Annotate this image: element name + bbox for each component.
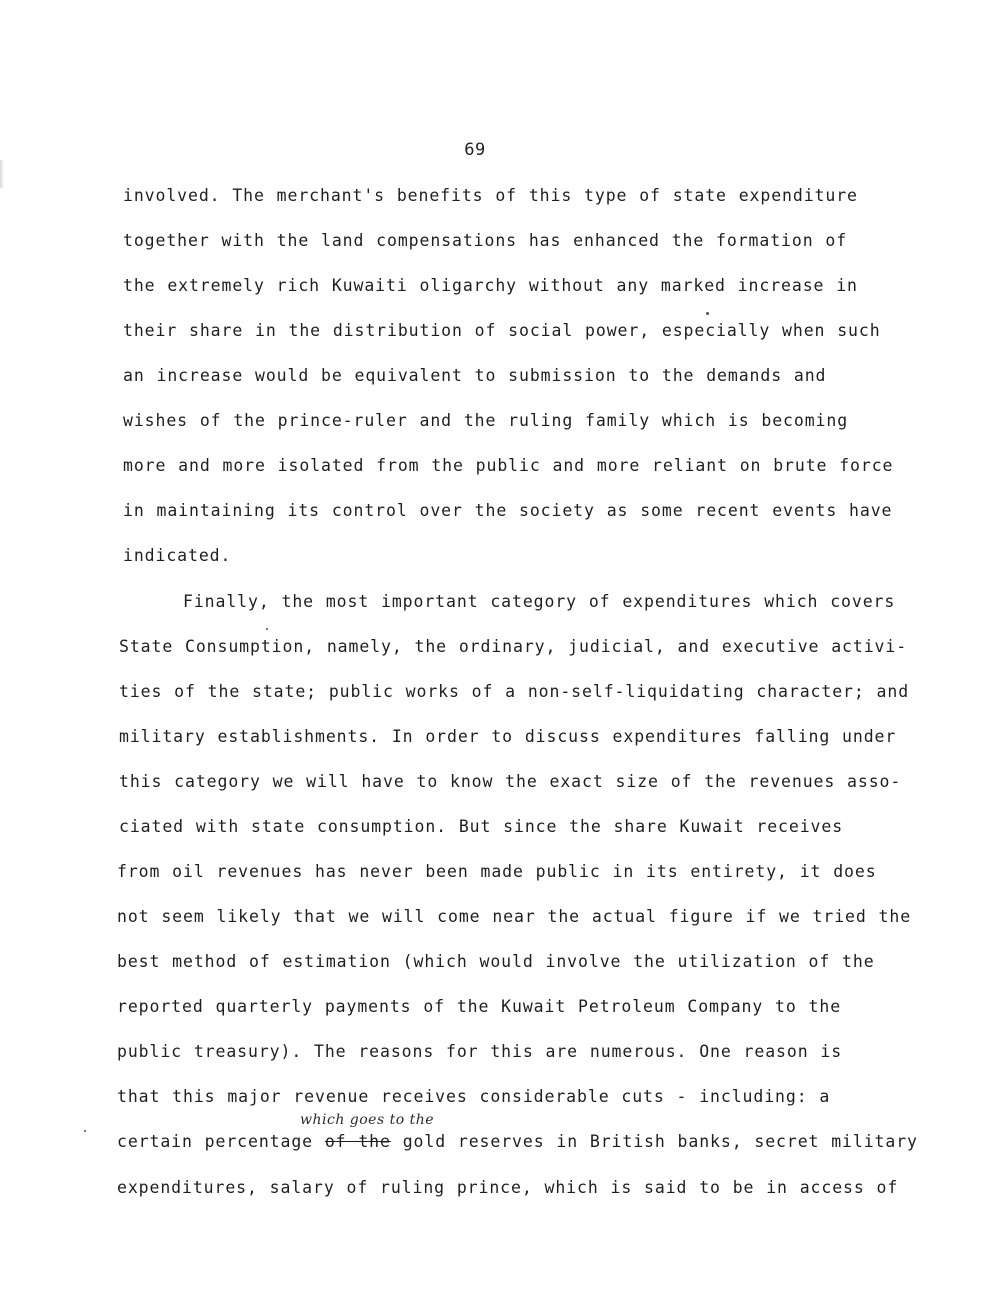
text-line-15: ciated with state consumption. But since the share Kuwait receives — [119, 817, 844, 836]
text-line-16: from oil revenues has never been made public in its entirety, it does — [117, 862, 877, 881]
line-22-start: certain percentage — [117, 1132, 325, 1151]
text-line-3: the extremely rich Kuwaiti oligarchy without any marked increase in — [123, 276, 858, 295]
text-line-11: State Consumption, namely, the ordinary, judicial, and executive activi- — [119, 637, 908, 656]
text-line-17: not seem likely that we will come near the actual figure if we tried the — [117, 907, 912, 926]
text-line-8: in maintaining its control over the society as some recent events have — [123, 501, 893, 520]
text-line-18: best method of estimation (which would involve the utilization of the — [117, 952, 875, 971]
text-line-9: indicated. — [123, 546, 232, 565]
text-line-2: together with the land compensations has enhanced the formation of — [123, 231, 848, 250]
text-line-5: an increase would be equivalent to submission to the demands and — [123, 366, 827, 385]
text-line-22 — [117, 1132, 918, 1152]
text-line-20: public treasury). The reasons for this are numerous. One reason is — [117, 1042, 843, 1061]
text-line-21: that this major revenue receives considerable cuts - including: a — [117, 1087, 831, 1106]
text-line-23: expenditures, salary of ruling prince, which is said to be in access of — [117, 1178, 899, 1197]
text-line-6: wishes of the prince-ruler and the ruling family which is becoming — [123, 411, 849, 430]
ink-speck — [84, 1130, 86, 1132]
text-line-10: Finally, the most important category of expenditures which covers — [183, 592, 896, 611]
text-line-1: involved. The merchant's benefits of this type of state expenditure — [123, 186, 858, 205]
page-number: 69 — [464, 140, 486, 160]
line-22-end: gold reserves in British banks, secret military — [390, 1132, 918, 1151]
ink-speck — [266, 628, 268, 630]
ink-speck — [706, 312, 709, 315]
text-line-13: military establishments. In order to discuss expenditures falling under — [119, 727, 897, 746]
text-line-12: ties of the state; public works of a non-self-liquidating character; and — [119, 682, 910, 701]
text-line-19: reported quarterly payments of the Kuwait Petroleum Company to the — [117, 997, 842, 1016]
scan-edge-shadow — [0, 160, 4, 188]
text-line-4: their share in the distribution of social power, especially when such — [123, 321, 881, 340]
handwritten-insert: which goes to the — [300, 1112, 435, 1128]
text-line-14: this category we will have to know the exact size of the revenues asso- — [119, 772, 902, 791]
struck-text: of the — [324, 1132, 391, 1151]
text-line-7: more and more isolated from the public and more reliant on brute force — [123, 456, 894, 475]
